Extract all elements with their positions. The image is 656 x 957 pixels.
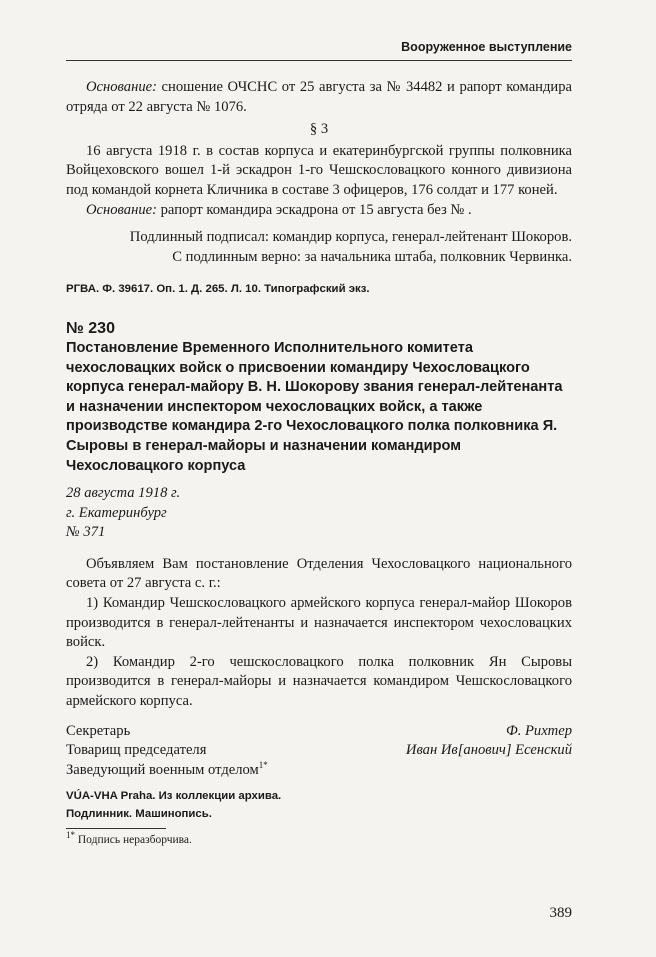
footnote-ref: 1* (258, 759, 268, 770)
archive-source: РГВА. Ф. 39617. Оп. 1. Д. 265. Л. 10. Типографский экз. (66, 283, 370, 296)
basis-paragraph-1 (66, 78, 572, 117)
signature-row (66, 722, 572, 742)
page-body (66, 78, 572, 848)
basis-label-2: Основание: (86, 201, 157, 218)
page-number: 389 (549, 905, 572, 921)
signature-role: Товарищ председателя (66, 742, 207, 759)
signed-line-2: С подлинным верно: за начальника штаба, полковник Червинка. (172, 248, 572, 265)
signature-row (66, 741, 572, 761)
signature-role: Секретарь (66, 722, 131, 739)
footnote-rule (66, 828, 166, 829)
document-date: 28 августа 1918 г. (66, 485, 181, 502)
running-title: Вооруженное выступление (401, 40, 572, 54)
signatures (66, 722, 572, 781)
signed-line-1: Подлинный подписал: командир корпуса, генерал-лейтенант Шокоров. (129, 229, 572, 246)
signature-name: Ф. Рихтер (505, 722, 572, 739)
signature-row (66, 761, 572, 781)
basis-label: Основание: (86, 79, 157, 95)
footnote-text: Подпись неразборчива. (75, 834, 192, 847)
footnote (66, 830, 572, 848)
section-body: 16 августа 1918 г. в состав корпуса и екатеринбургской группы полковника Войцеховского вошел 1-й эскадрон 1-го Чешскословацкого конного дивизиона под командой корнета Кличника в составе 3 офицеров, 176 солдат и 177 коней. (66, 142, 572, 198)
basis-text-2: рапорт командира эскадрона от 15 августа без № . (156, 201, 472, 218)
document-number: № 230 (66, 320, 115, 338)
signature-name: Иван Ив[анович] Есенский (405, 742, 572, 759)
document-title: Постановление Временного Исполнительного комитета чехословацких войск о присвоении командиру Чехословацкого корпуса генерал-майору В. Н. Шокорову звания генерал-лейтенанта и назначении инспектором чехословацких войск, а также производстве командира 2-го Чехословацкого полка полковника Я. Сыровы в генерал-майоры и назначении командиром Чехословацкого корпуса (66, 339, 563, 474)
archive-source-2: VÚA-VHA Praha. Из коллекции архива. (66, 790, 282, 803)
signature-role: Заведующий военным отделом$^{1*}$ (66, 759, 268, 778)
doc-paragraph-3: 2) Командир 2-го чешскословацкого полка полковник Ян Сыровы производится в генерал-майоры и назначается командиром Чешскословацкого армейского корпуса. (66, 653, 572, 710)
document-place: г. Екатеринбург (66, 504, 167, 521)
doc-paragraph-1: Объявляем Вам постановление Отделения Чехословацкого национального совета от 27 августа с. г.: (66, 555, 572, 592)
archive-source-3: Подлинник. Машинопись. (66, 808, 212, 821)
footnote-mark: 1* (66, 830, 75, 841)
section-heading: § 3 (309, 121, 329, 138)
basis-text: сношение ОЧСНС от 25 августа за № 34482 и рапорт командира отряда от 22 августа № 1076. (66, 79, 572, 115)
document-ref: № 371 (66, 524, 106, 541)
header-rule (66, 60, 572, 61)
doc-paragraph-2: 1) Командир Чешскословацкого армейского корпуса генерал-майор Шокоров производится в генерал-лейтенанты и назначается инспектором чехословацких войск. (66, 595, 572, 651)
basis-paragraph-2 (66, 201, 572, 221)
